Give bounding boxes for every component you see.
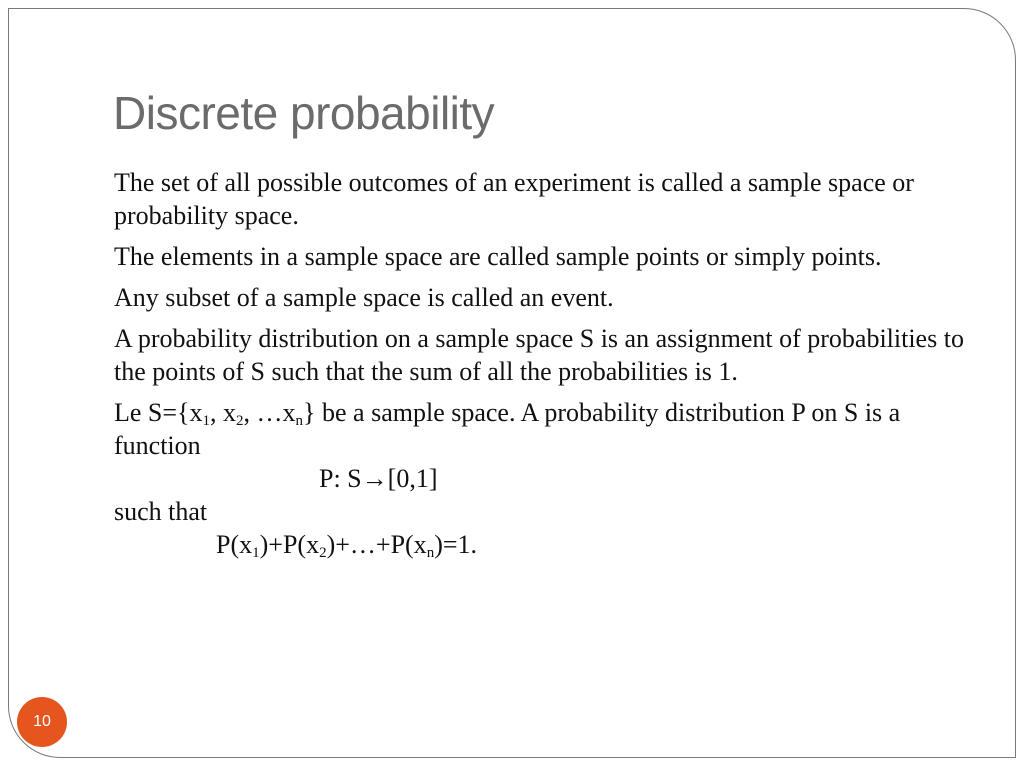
mapping-formula bbox=[114, 462, 964, 495]
text-segment: , …x bbox=[243, 398, 296, 427]
mapping-right: [0,1] bbox=[387, 464, 438, 493]
mapping-left: P: S bbox=[319, 464, 362, 493]
subscript: 1 bbox=[252, 545, 260, 561]
text-segment: )+P(x bbox=[259, 530, 320, 559]
text-segment: } be a sample space. A probability distribution P on S is a function bbox=[114, 398, 901, 460]
page-number: 10 bbox=[33, 713, 51, 730]
text-segment: )+…+P(x bbox=[326, 530, 427, 559]
arrow-icon: → bbox=[361, 464, 388, 493]
subscript: n bbox=[426, 545, 435, 561]
paragraph-distribution: A probability distribution on a sample space S is an assignment of probabilities to the points of S such that the sum of all the probabilities is 1. bbox=[114, 324, 964, 386]
such-that-text: such that bbox=[114, 497, 208, 526]
subscript: 2 bbox=[236, 413, 244, 429]
text-segment: )=1. bbox=[434, 530, 478, 559]
subscript: n bbox=[295, 413, 304, 429]
subscript: 1 bbox=[202, 413, 211, 429]
paragraph-event: Any subset of a sample space is called an event. bbox=[114, 283, 614, 312]
slide-body bbox=[114, 166, 964, 561]
paragraph-sample-space: The set of all possible outcomes of an experiment is called a sample space or probability space. bbox=[114, 168, 914, 230]
page-number-badge bbox=[17, 697, 67, 747]
paragraph-sample-points: The elements in a sample space are called sample points or simply points. bbox=[114, 242, 882, 271]
paragraph-function-definition bbox=[114, 396, 964, 462]
text-segment: , x bbox=[210, 398, 237, 427]
text-segment: P(x bbox=[216, 530, 253, 559]
text-segment: Le S={x bbox=[114, 398, 203, 427]
sum-equation bbox=[114, 528, 964, 561]
slide-title: Discrete probability bbox=[113, 87, 495, 139]
subscript: 2 bbox=[319, 545, 327, 561]
